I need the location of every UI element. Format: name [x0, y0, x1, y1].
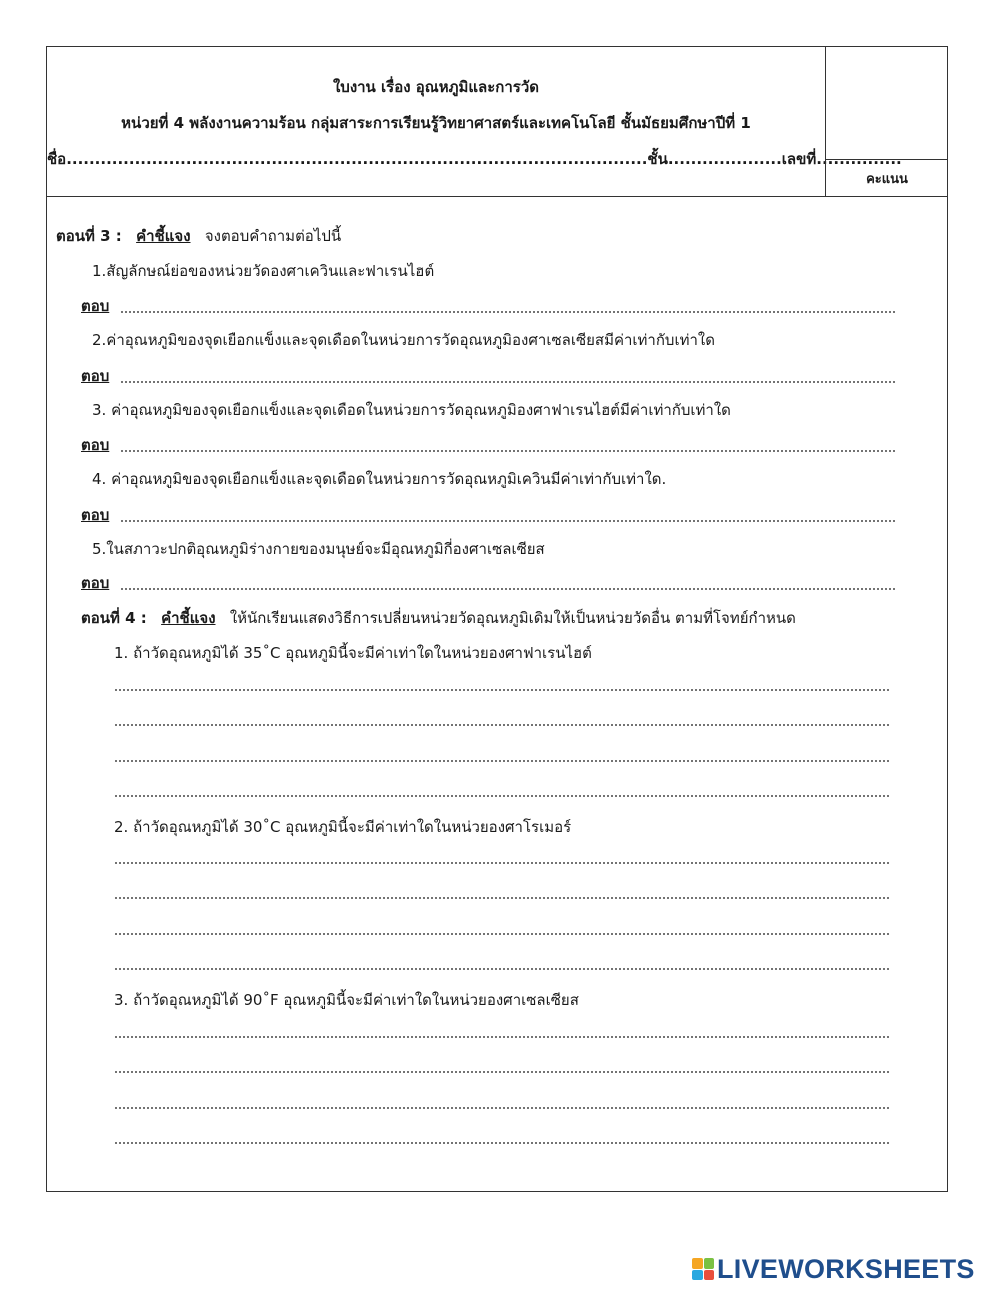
work-line-1d[interactable]: [114, 795, 889, 797]
worksheet-title: ใบงาน เรื่อง อุณหภูมิและการวัด: [332, 78, 540, 96]
work-line-3a[interactable]: [114, 1036, 889, 1038]
score-label: คะแนน: [826, 159, 948, 197]
unit-line: หน่วยที่ 4 พลังงานความร้อน กลุ่มสาระการเรียนรู้วิทยาศาสตร์และเทคโนโลยี ชั้นมัธยมศึกษาปีที่ 1: [121, 114, 751, 132]
worksheet-header: [47, 47, 947, 197]
work-line-1c[interactable]: [114, 760, 889, 762]
part3-question-4: 4. ค่าอุณหภูมิของจุดเยือกแข็งและจุดเดือดในหน่วยการวัดอุณหภูมิเควินมีค่าเท่ากับเท่าใด.: [92, 470, 667, 488]
part4-question-1: 1. ถ้าวัดอุณหภูมิได้ 35˚C อุณหภูมินี้จะมีค่าเท่าใดในหน่วยองศาฟาเรนไฮต์: [114, 644, 592, 662]
part4-heading-line: [81, 608, 796, 628]
brand-name: LIVEWORKSHEETS: [717, 1253, 975, 1284]
part3-heading: ตอนที่ 3 :: [56, 227, 122, 245]
student-info-line: ชื่อ......................................................................................................ชั้น....................เลขที่...............: [47, 150, 902, 168]
work-line-3c[interactable]: [114, 1107, 889, 1109]
answer-label-2: ตอบ: [81, 367, 110, 385]
part3-question-3: 3. ค่าอุณหภูมิของจุดเยือกแข็งและจุดเดือดในหน่วยการวัดอุณหภูมิองศาฟาเรนไฮต์มีค่าเท่ากับเท่าใด: [92, 401, 731, 419]
part3-question-1: 1.สัญลักษณ์ย่อของหน่วยวัดองศาเควินและฟาเรนไฮต์: [92, 262, 435, 280]
work-line-2d[interactable]: [114, 968, 889, 970]
work-line-2a[interactable]: [114, 862, 889, 864]
liveworksheets-logo[interactable]: [692, 1254, 975, 1284]
work-line-1a[interactable]: [114, 689, 889, 691]
part3-heading-line: [56, 226, 341, 246]
work-line-2b[interactable]: [114, 897, 889, 899]
answer-line-1[interactable]: [120, 311, 896, 313]
answer-label-3: ตอบ: [81, 436, 110, 454]
liveworksheets-logo-icon: [692, 1258, 714, 1280]
part3-question-2: 2.ค่าอุณหภูมิของจุดเยือกแข็งและจุดเดือดในหน่วยการวัดอุณหภูมิองศาเซลเซียสมีค่าเท่ากับเท่าใด: [92, 331, 715, 349]
work-line-3b[interactable]: [114, 1071, 889, 1073]
work-line-2c[interactable]: [114, 933, 889, 935]
answer-label-1: ตอบ: [81, 297, 110, 315]
score-box: [825, 47, 947, 197]
part3-instruction-label: คำชี้แจง: [136, 227, 191, 245]
part4-question-2: 2. ถ้าวัดอุณหภูมิได้ 30˚C อุณหภูมินี้จะมีค่าเท่าใดในหน่วยองศาโรเมอร์: [114, 818, 572, 836]
answer-label-4: ตอบ: [81, 506, 110, 524]
answer-label-5: ตอบ: [81, 574, 110, 592]
part4-instruction: ให้นักเรียนแสดงวิธีการเปลี่ยนหน่วยวัดอุณหภูมิเดิมให้เป็นหน่วยวัดอื่น ตามที่โจทย์กำหนด: [229, 609, 796, 627]
part3-instruction: จงตอบคำถามต่อไปนี้: [204, 227, 342, 245]
answer-line-3[interactable]: [120, 450, 896, 452]
work-line-3d[interactable]: [114, 1142, 889, 1144]
part4-instruction-label: คำชี้แจง: [161, 609, 216, 627]
answer-line-5[interactable]: [120, 588, 896, 590]
part3-question-5: 5.ในสภาวะปกติอุณหภูมิร่างกายของมนุษย์จะมีอุณหภูมิกี่องศาเซลเซียส: [92, 540, 545, 558]
work-line-1b[interactable]: [114, 724, 889, 726]
answer-line-2[interactable]: [120, 381, 896, 383]
answer-line-4[interactable]: [120, 520, 896, 522]
part4-question-3: 3. ถ้าวัดอุณหภูมิได้ 90˚F อุณหภูมินี้จะมีค่าเท่าใดในหน่วยองศาเซลเซียส: [114, 991, 579, 1009]
part4-heading: ตอนที่ 4 :: [81, 609, 147, 627]
